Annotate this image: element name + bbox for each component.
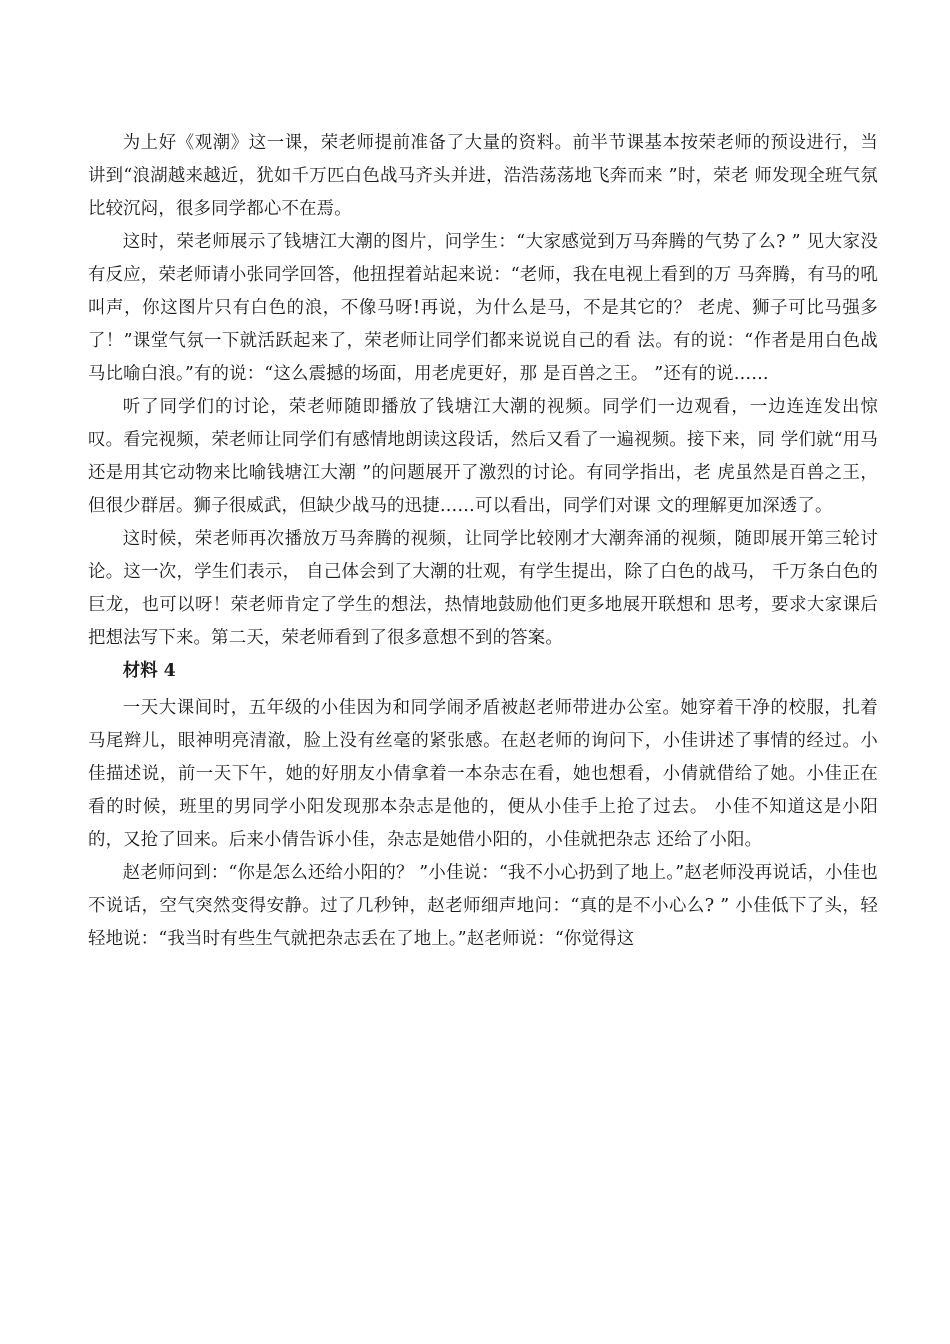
paragraph-4: 这时候，荣老师再次播放万马奔腾的视频，让同学比较刚才大潮奔涌的视频，随即展开第三轮讨论。这一次，学生们表示， 自己体会到了大潮的壮观，有学生提出，除了白色的战马， 千万条白色的巨龙，也可以呀！荣老师肯定了学生的想法，热情地鼓励他们更多地展开联想和 思考，要求大家课后把想法写下来。第二天，荣老师看到了很多意想不到的答案。 [88,529,878,648]
paragraph-2: 这时，荣老师展示了钱塘江大潮的图片，问学生：“大家感觉到万马奔腾的气势了么? ” 见大家没有反应，荣老师请小张同学回答，他扭捏着站起来说：“老师，我在电视上看到的万 马奔腾，有马的吼叫声，你这图片只有白色的浪，不像马呀!再说，为什么是马，不是其它的？ 老虎、狮子可比马强多了！”课堂气氛一下就活跃起来了，荣老师让同学们都来说说自己的看 法。有的说：“作者是用白色战马比喻白浪。”有的说：“这么震撼的场面，用老虎更好，那 是百兽之王。 ”还有的说…… [88,232,878,384]
paragraph-3: 听了同学们的讨论，荣老师随即播放了钱塘江大潮的视频。同学们一边观看，一边连连发出惊叹。看完视频，荣老师让同学们有感情地朗读这段话，然后又看了一遍视频。接下来，同 学们就“用马还是用其它动物来比喻钱塘江大潮 ”的问题展开了激烈的讨论。有同学指出，老 虎虽然是百兽之王，但很少群居。狮子很威武，但缺少战马的迅捷……可以看出，同学们对课 文的理解更加深透了。 [88,397,878,516]
section-heading: 材料 4 [122,661,176,681]
paragraph-5: 一天大课间时，五年级的小佳因为和同学闹矛盾被赵老师带进办公室。她穿着干净的校服，扎着马尾辫儿，眼神明亮清澈，脸上没有丝毫的紧张感。在赵老师的询问下，小佳讲述了事情的经过。小佳描述说，前一天下午，她的好朋友小倩拿着一本杂志在看，她也想看，小倩就借给了她。小佳正在看的时候，班里的男同学小阳发现那本杂志是他的，便从小佳手上抢了过去。 小佳不知道这是小阳的，又抢了回来。后来小倩告诉小佳，杂志是她借小阳的，小佳就把杂志 还给了小阳。 [88,698,878,850]
document-page [88,127,878,956]
paragraph-6: 赵老师问到：“你是怎么还给小阳的？ ”小佳说：“我不小心扔到了地上。”赵老师没再说话，小佳也不说话，空气突然变得安静。过了几秒钟，赵老师细声地问：“真的是不小心么? ” 小佳低下了头，轻轻地说：“我当时有些生气就把杂志丢在了地上。”赵老师说：“你觉得这 [88,863,878,949]
paragraph-1: 为上好《观潮》这一课，荣老师提前准备了大量的资料。前半节课基本按荣老师的预设进行，当讲到“浪湖越来越近，犹如千万匹白色战马齐头并进，浩浩荡荡地飞奔而来 ”时，荣老 师发现全班气氛比较沉闷，很多同学都心不在焉。 [88,133,878,219]
